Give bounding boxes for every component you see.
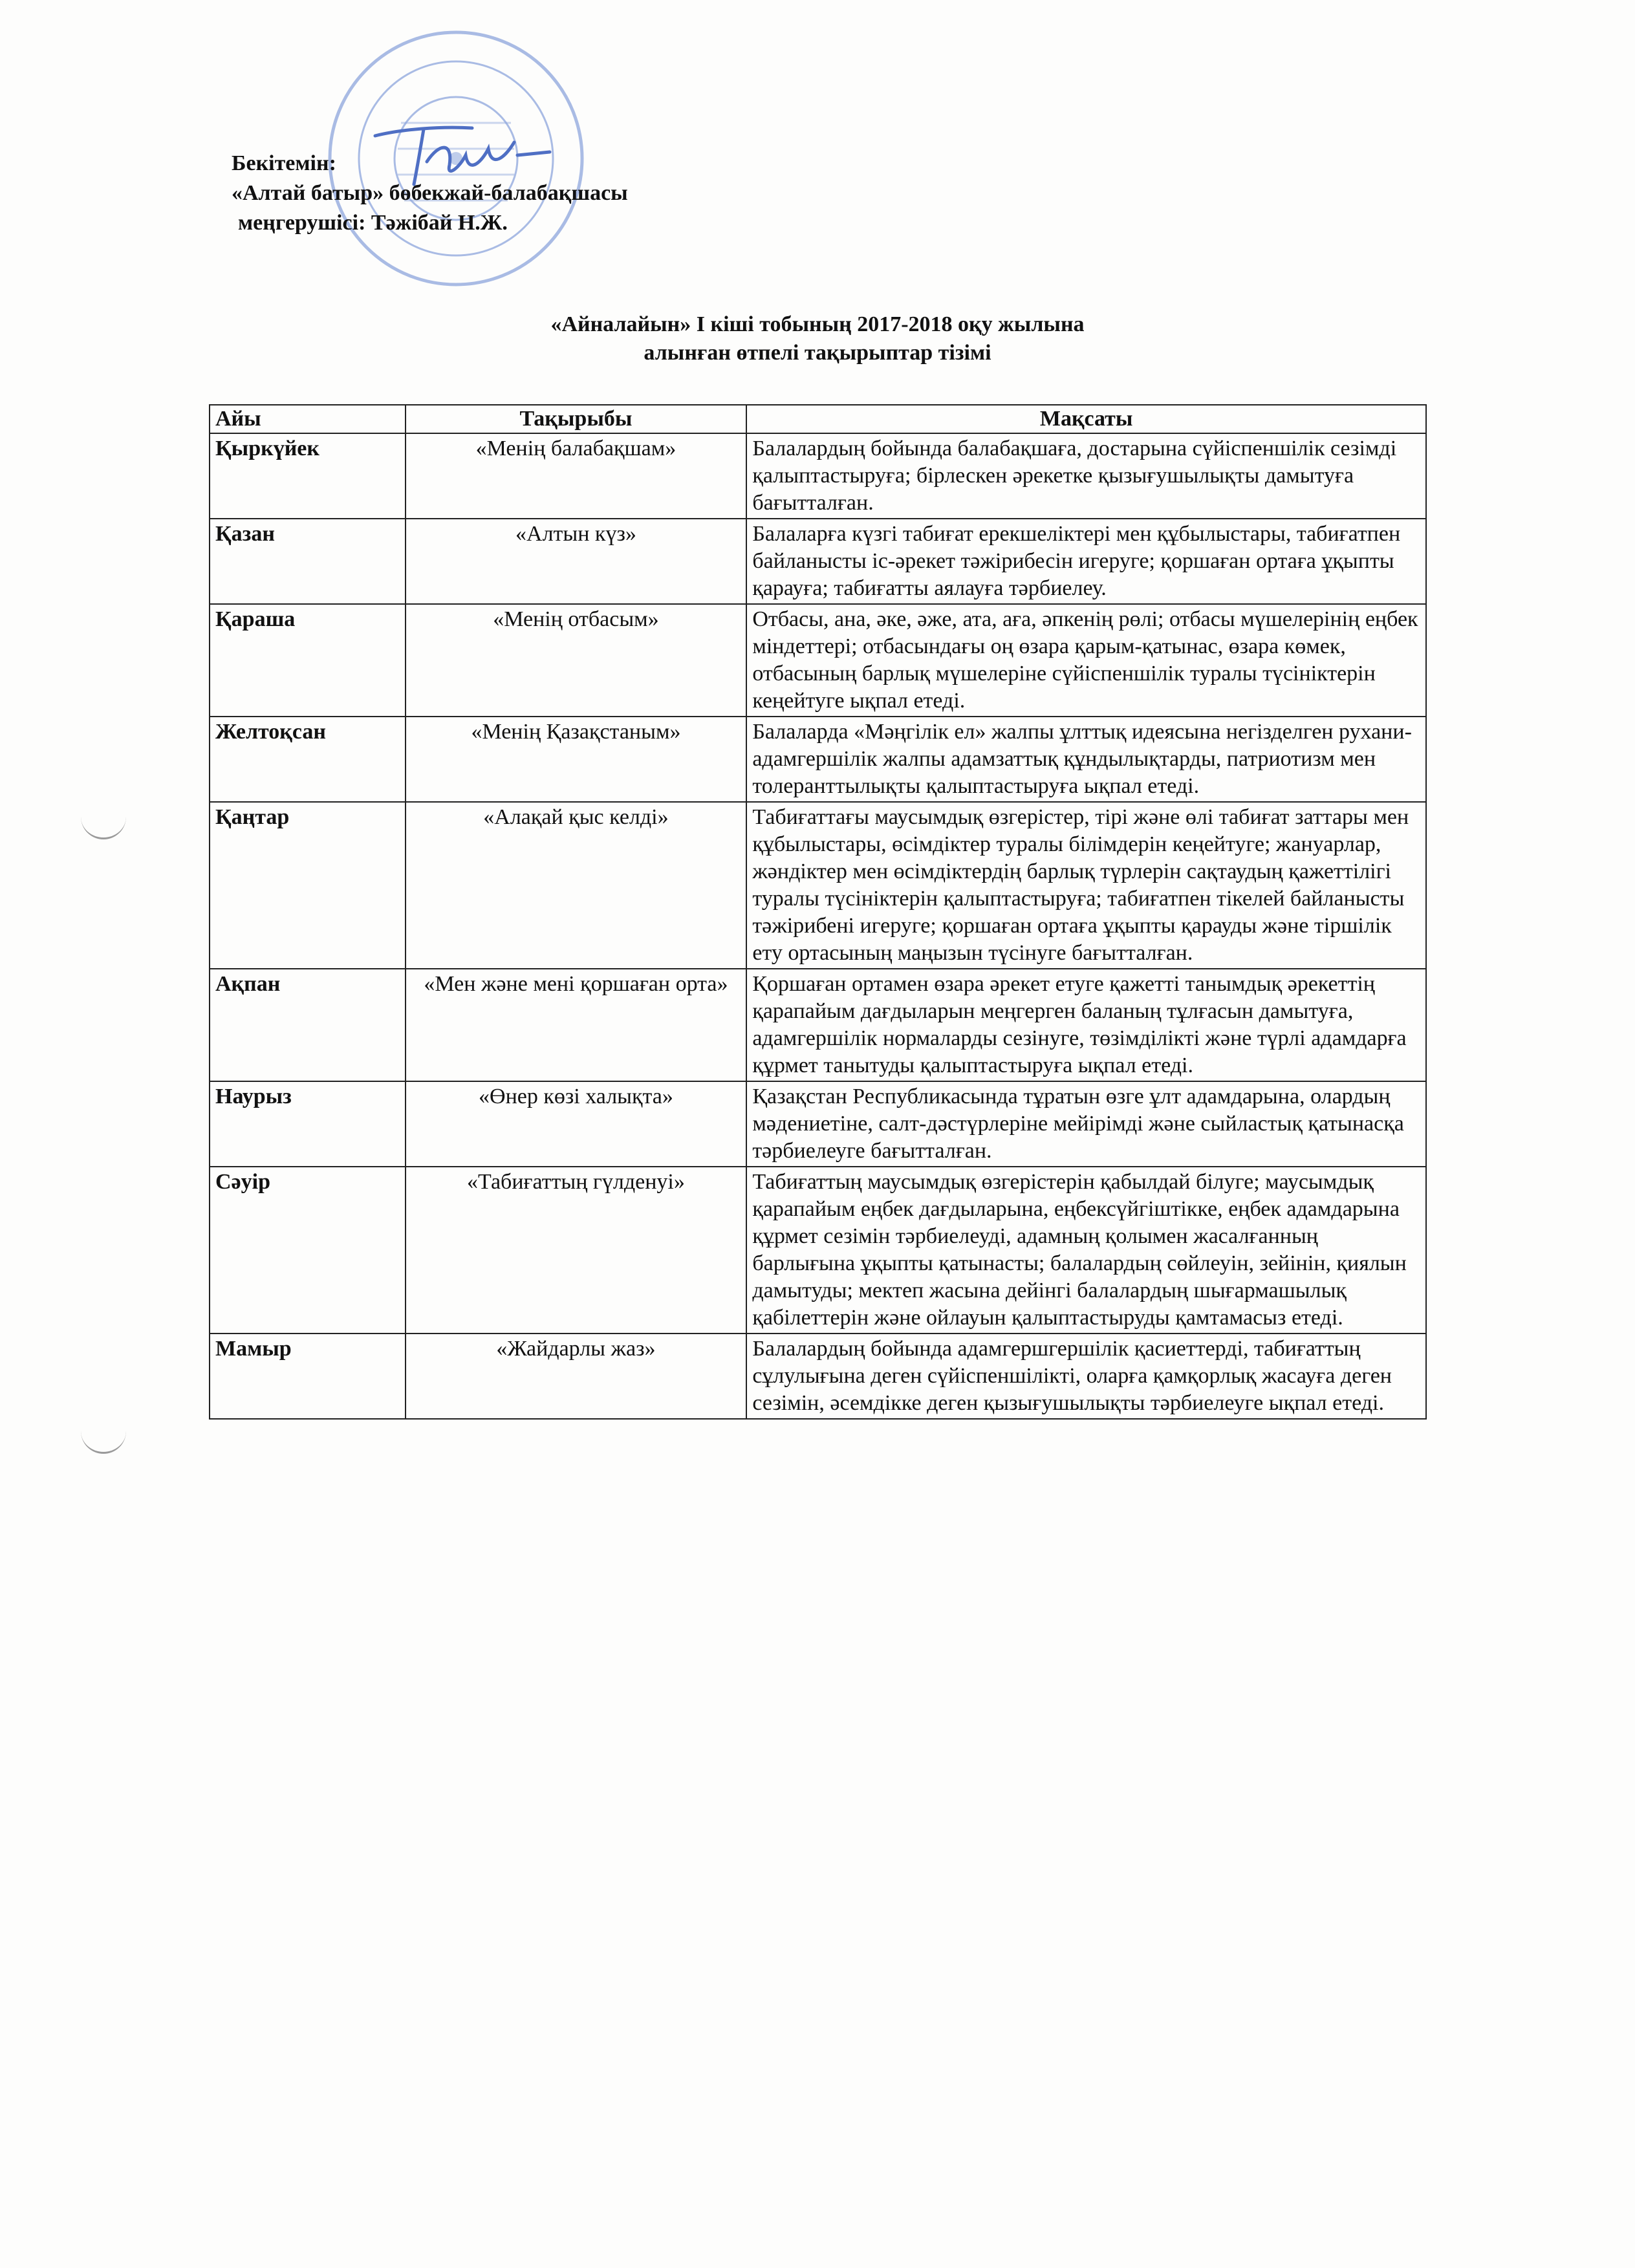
table-row: [210, 969, 1426, 1081]
header-month: Айы: [210, 405, 406, 433]
month-cell: Сәуір: [210, 1167, 406, 1334]
table-row: [210, 519, 1426, 604]
table-row: [210, 1167, 1426, 1334]
goal-cell: Қазақстан Республикасында тұратын өзге ұлт адамдарына, олардың мәдениетіне, салт-дәстүрлеріне мейірімді және сыйластық қатынасқа тәрбиелеуге бағытталған.: [746, 1081, 1426, 1167]
topics-table: [209, 404, 1427, 1420]
topic-cell: «Өнер көзі халықта»: [406, 1081, 747, 1167]
goal-cell: Балаларға күзгі табиғат ерекшеліктері мен құбылыстары, табиғатпен байланысты іс-әрекет тәжірибесін игеруге; қоршаған ортаға ұқыпты қарауға; табиғатты аялауға тәрбиелеу.: [746, 519, 1426, 604]
goal-cell: Балаларда «Мәңгілік ел» жалпы ұлттық идеясына негізделген рухани- адамгершілік жалпы адамзаттық құндылықтарды, патриотизм мен толеранттылықты қалыптастыруға ықпал етеді.: [746, 717, 1426, 802]
punch-hole-mark: [81, 1426, 126, 1454]
header-topic: Тақырыбы: [406, 405, 747, 433]
month-cell: Ақпан: [210, 969, 406, 1081]
goal-cell: Табиғаттағы маусымдық өзгерістер, тірі және өлі табиғат заттары мен құбылыстары, өсімдіктер туралы білімдерін кеңейтуге; жануарлар, жәндіктер мен өсімдіктердің барлық түрлерін сақтаудың қажеттілігі туралы түсініктерін қалыптастыруға; табиғатпен тікелей байланысты тәжірибені игеруге; қоршаған ортаға ұқыпты қарауды және тіршілік ету ортасының маңызын түсінуге бағытталған.: [746, 802, 1426, 969]
document-title: [0, 310, 1635, 367]
month-cell: Желтоқсан: [210, 717, 406, 802]
goal-cell: Отбасы, ана, әке, әже, ата, аға, әпкенің рөлі; отбасы мүшелерінің еңбек міндеттері; отбасындағы оң өзара қарым-қатынас, өзара көмек, отбасының барлық мүшелеріне сүйіспеншілік туралы түсініктерін кеңейтуге ықпал етеді.: [746, 604, 1426, 717]
topic-cell: «Менің балабақшам»: [406, 433, 747, 519]
title-line-1: «Айналайын» І кіші тобының 2017-2018 оқу жылына: [550, 312, 1085, 336]
approval-block: [232, 149, 628, 238]
topic-cell: «Табиғаттың гүлденуі»: [406, 1167, 747, 1334]
punch-hole-mark: [81, 812, 126, 839]
table-row: [210, 433, 1426, 519]
topic-cell: «Алақай қыс келді»: [406, 802, 747, 969]
month-cell: Қараша: [210, 604, 406, 717]
month-cell: Қыркүйек: [210, 433, 406, 519]
month-cell: Мамыр: [210, 1334, 406, 1419]
table-row: [210, 717, 1426, 802]
goal-cell: Қоршаған ортамен өзара әрекет етуге қажетті танымдық әрекеттің қарапайым дағдыларын меңгерген баланың тұлғасын дамытуға, адамгершілік нормаларды сезінуге, төзімділікті және түрлі адамдарға құрмет танытуды қалыптастыруға ықпал етеді.: [746, 969, 1426, 1081]
goal-cell: Балалардың бойында балабақшаға, достарына сүйіспеншілік сезімді қалыптастыруға; бірлескен әрекетке қызығушылықты дамытуға бағытталған.: [746, 433, 1426, 519]
director-name: меңгерушісі: Тәжібай Н.Ж.: [238, 211, 508, 235]
month-cell: Қаңтар: [210, 802, 406, 969]
month-cell: Қазан: [210, 519, 406, 604]
table-row: [210, 604, 1426, 717]
table-header-row: [210, 405, 1426, 433]
approval-label: Бекітемін:: [232, 151, 336, 175]
topic-cell: «Алтын күз»: [406, 519, 747, 604]
goal-cell: Балалардың бойында адамгершгершілік қасиеттерді, табиғаттың сұлулығына деген сүйіспеншілікті, оларға қамқорлық жасауға деген сезімін, әсемдікке деген қызығушылықты тәрбиелеуге ықпал етеді.: [746, 1334, 1426, 1419]
topic-cell: «Мен және мені қоршаған орта»: [406, 969, 747, 1081]
topic-cell: «Менің Қазақстаным»: [406, 717, 747, 802]
title-line-2: алынған өтпелі тақырыптар тізімі: [644, 341, 991, 365]
topic-cell: «Менің отбасым»: [406, 604, 747, 717]
table-row: [210, 1334, 1426, 1419]
kindergarten-name: «Алтай батыр» бөбекжай-балабақшасы: [232, 181, 628, 205]
goal-cell: Табиғаттың маусымдық өзгерістерін қабылдай білуге; маусымдық қарапайым еңбек дағдыларына, еңбексүйгіштікке, еңбек адамдарына құрмет сезімін тәрбиелеуді, адамның қолымен жасалғанның барлығына ұқыпты қатынасты; балалардың сөйлеуін, зейінін, қиялын дамытуды; мектеп жасына дейінгі балалардың шығармашылық қабілеттерін және ойлауын қалыптастыруды қамтамасыз етеді.: [746, 1167, 1426, 1334]
month-cell: Наурыз: [210, 1081, 406, 1167]
table-row: [210, 1081, 1426, 1167]
topic-cell: «Жайдарлы жаз»: [406, 1334, 747, 1419]
table-row: [210, 802, 1426, 969]
header-goal: Мақсаты: [746, 405, 1426, 433]
